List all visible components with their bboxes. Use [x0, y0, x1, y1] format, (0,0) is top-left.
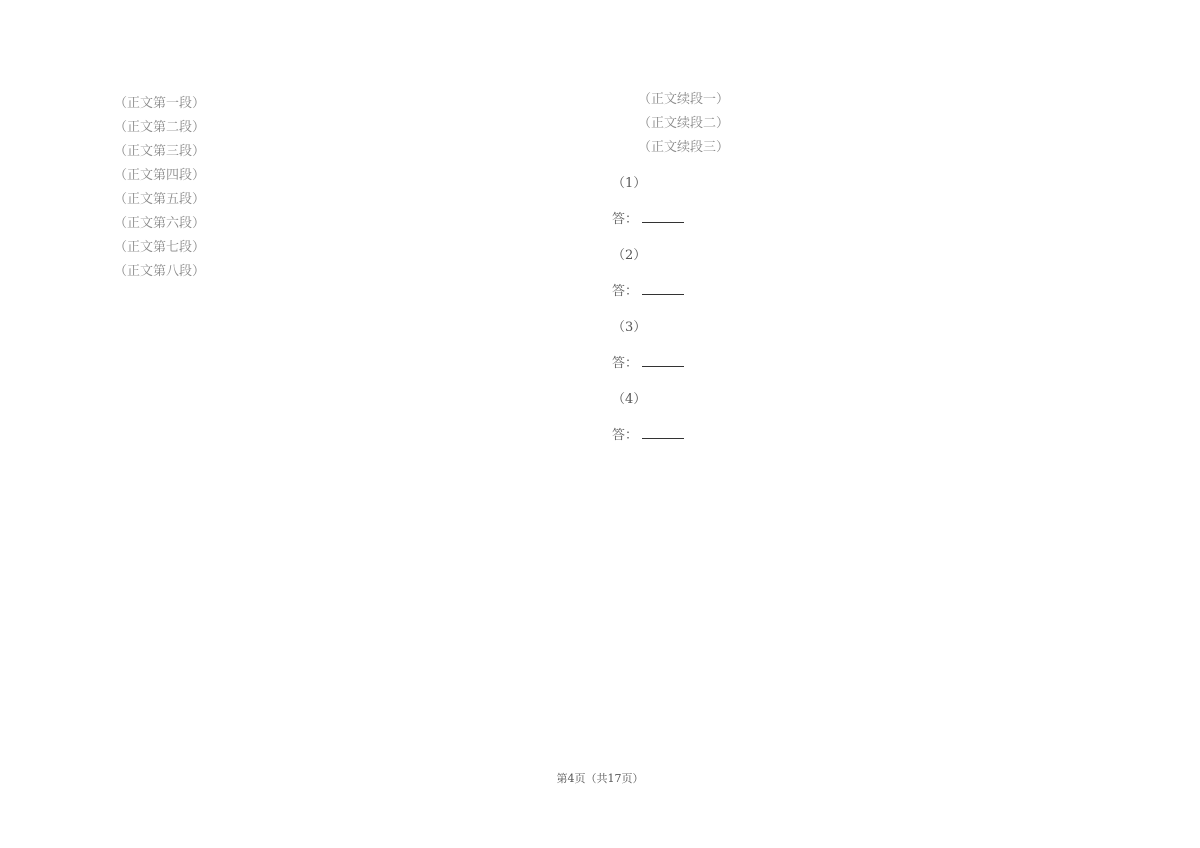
- question-block: [612, 244, 1132, 304]
- question-block: [612, 388, 1132, 448]
- answer-line: [612, 280, 1132, 304]
- left-paragraph: （正文第三段）: [114, 144, 206, 159]
- left-column: [88, 88, 588, 284]
- answer-blank[interactable]: [642, 208, 684, 223]
- answer-line: [612, 208, 1132, 232]
- answer-label: 答：: [612, 212, 639, 227]
- answer-line: [612, 352, 1132, 376]
- answer-blank[interactable]: [642, 352, 684, 367]
- question-label: （4）: [612, 392, 647, 407]
- question-label: （3）: [612, 320, 647, 335]
- left-paragraph: （正文第四段）: [114, 168, 206, 183]
- answer-label: 答：: [612, 356, 639, 371]
- right-paragraph: （正文续段一）: [638, 92, 730, 107]
- answer-line: [612, 424, 1132, 448]
- left-paragraph: （正文第一段）: [114, 96, 206, 111]
- answer-label: 答：: [612, 428, 639, 443]
- answer-blank[interactable]: [642, 424, 684, 439]
- question-block: [612, 172, 1132, 232]
- right-paragraph: （正文续段三）: [638, 140, 730, 155]
- question-label: （2）: [612, 248, 647, 263]
- left-paragraph: （正文第八段）: [114, 264, 206, 279]
- left-paragraph: （正文第五段）: [114, 192, 206, 207]
- right-column: [612, 88, 1132, 448]
- answer-blank[interactable]: [642, 280, 684, 295]
- left-paragraph: （正文第二段）: [114, 120, 206, 135]
- question-label: （1）: [612, 176, 647, 191]
- left-paragraph: （正文第六段）: [114, 216, 206, 231]
- answer-label: 答：: [612, 284, 639, 299]
- right-paragraph: （正文续段二）: [638, 116, 730, 131]
- question-block: [612, 316, 1132, 376]
- page-footer: 第4页（共17页）: [556, 772, 644, 785]
- left-paragraph: （正文第七段）: [114, 240, 206, 255]
